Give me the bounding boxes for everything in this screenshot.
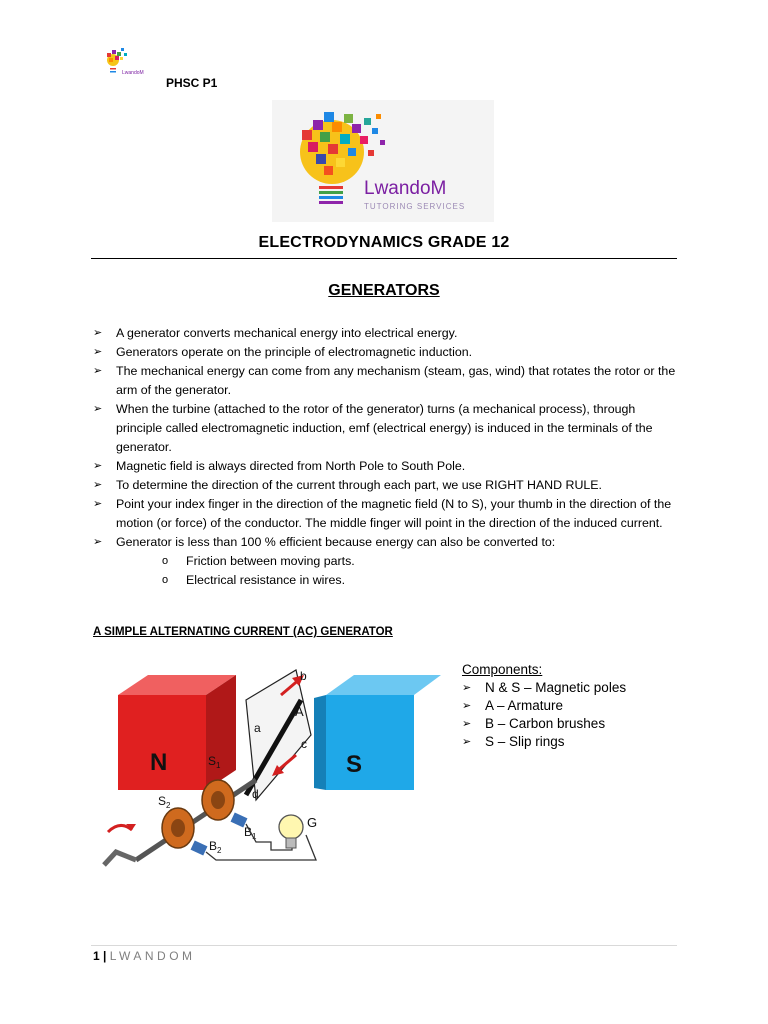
component-item: ➢ S – Slip rings: [462, 734, 565, 749]
arrow-bullet-icon: ➢: [462, 682, 472, 694]
circuit-wire-2: [206, 835, 316, 860]
brand-logo-tagline: TUTORING SERVICES: [364, 202, 466, 211]
light-bulb-icon: [279, 815, 303, 839]
south-magnet-top: [326, 675, 441, 695]
arrow-bullet-icon: ➢: [93, 403, 103, 415]
sub-bullet-list: [116, 552, 676, 590]
south-magnet-side: [314, 695, 326, 790]
arrow-bullet-icon: ➢: [93, 460, 103, 472]
arrow-bullet-icon: ➢: [93, 346, 103, 358]
component-item: ➢ N & S – Magnetic poles: [462, 680, 627, 695]
galvanometer-label: G: [307, 815, 318, 830]
circle-bullet-icon: o: [162, 555, 169, 567]
arrow-bullet-icon: ➢: [462, 736, 472, 748]
south-magnet: [326, 695, 414, 790]
sub-list-item: o Electrical resistance in wires.: [116, 571, 676, 590]
header-logo-text: LwandoM: [122, 70, 144, 76]
component-item: ➢ B – Carbon brushes: [462, 716, 606, 731]
page-footer: [93, 949, 196, 963]
point-a-label: a: [254, 721, 261, 735]
list-item: ➢ To determine the direction of the current through each part, we use RIGHT HAND RULE.: [92, 476, 676, 495]
title-divider: [91, 258, 677, 259]
crank-handle: [104, 852, 136, 865]
components-label: Components:: [462, 662, 543, 677]
list-item: ➢ Point your index finger in the direction of the magnetic field (N to S), your thumb in the direction of the motion (or force) of the conductor. The middle finger will point in the direction of the induced current.: [93, 497, 672, 530]
header-label: PHSC P1: [166, 76, 218, 90]
document-title: ELECTRODYNAMICS GRADE 12: [258, 234, 510, 251]
point-d-label: d: [252, 787, 259, 801]
list-item: ➢ Generators operate on the principle of electromagnetic induction.: [92, 343, 676, 362]
brush-b1-label: $B_1$: [244, 825, 257, 841]
brush-b2: [191, 841, 208, 856]
components-box: [462, 661, 626, 751]
arrow-bullet-icon: ➢: [93, 498, 103, 510]
north-label: N: [150, 749, 168, 776]
footer-divider: [91, 945, 677, 946]
footer-separator: |: [99, 949, 110, 963]
armature-label: A: [295, 704, 304, 719]
north-magnet-side: [206, 675, 236, 790]
section-title: GENERATORS: [328, 282, 440, 299]
footer-brand: LWANDOM: [109, 949, 196, 963]
arrow-bullet-icon: ➢: [93, 479, 103, 491]
point-b-label: b: [300, 669, 307, 683]
circle-bullet-icon: o: [162, 574, 169, 586]
slip-ring-s2-label: $S_2$: [158, 794, 171, 810]
bullet-list: [92, 324, 676, 590]
brand-logo-name: LwandoM: [364, 178, 447, 199]
arrow-bullet-icon: ➢: [462, 700, 472, 712]
list-item: ➢ The mechanical energy can come from any mechanism (steam, gas, wind) that rotates the rotor or the arm of the generator.: [93, 364, 676, 397]
list-item: ➢ Generator is less than 100 % efficient because energy can also be converted to: o Friction between moving parts. o Electrical resistance in wires.: [92, 533, 676, 590]
subsection-heading: A SIMPLE ALTERNATING CURRENT (AC) GENERATOR: [93, 626, 393, 638]
slip-ring-s1-label: $S_1$: [208, 754, 221, 770]
page-number: 1: [93, 949, 100, 963]
header-logo: [100, 44, 160, 84]
sub-list-item: o Friction between moving parts.: [116, 552, 676, 571]
component-item: ➢ A – Armature: [462, 698, 564, 713]
brush-b2-label: $B_2$: [209, 839, 222, 855]
brand-logo: [272, 100, 494, 222]
arrow-bullet-icon: ➢: [93, 327, 103, 339]
south-label: S: [346, 751, 363, 778]
ac-generator-diagram: [96, 660, 446, 880]
point-c-label: c: [301, 737, 307, 751]
list-item: ➢ When the turbine (attached to the rotor of the generator) turns (a mechanical process), through principle called electromagnetic induction, emf (electrical energy) is induced in the terminals of the generator.: [93, 402, 653, 454]
rotation-arrow: [108, 825, 132, 832]
list-item: ➢ A generator converts mechanical energy into electrical energy.: [92, 324, 676, 343]
arrow-bullet-icon: ➢: [93, 365, 103, 377]
list-item: ➢ Magnetic field is always directed from North Pole to South Pole.: [92, 457, 676, 476]
arrow-bullet-icon: ➢: [93, 536, 103, 548]
arrow-bullet-icon: ➢: [462, 718, 472, 730]
components-list: [462, 679, 626, 751]
